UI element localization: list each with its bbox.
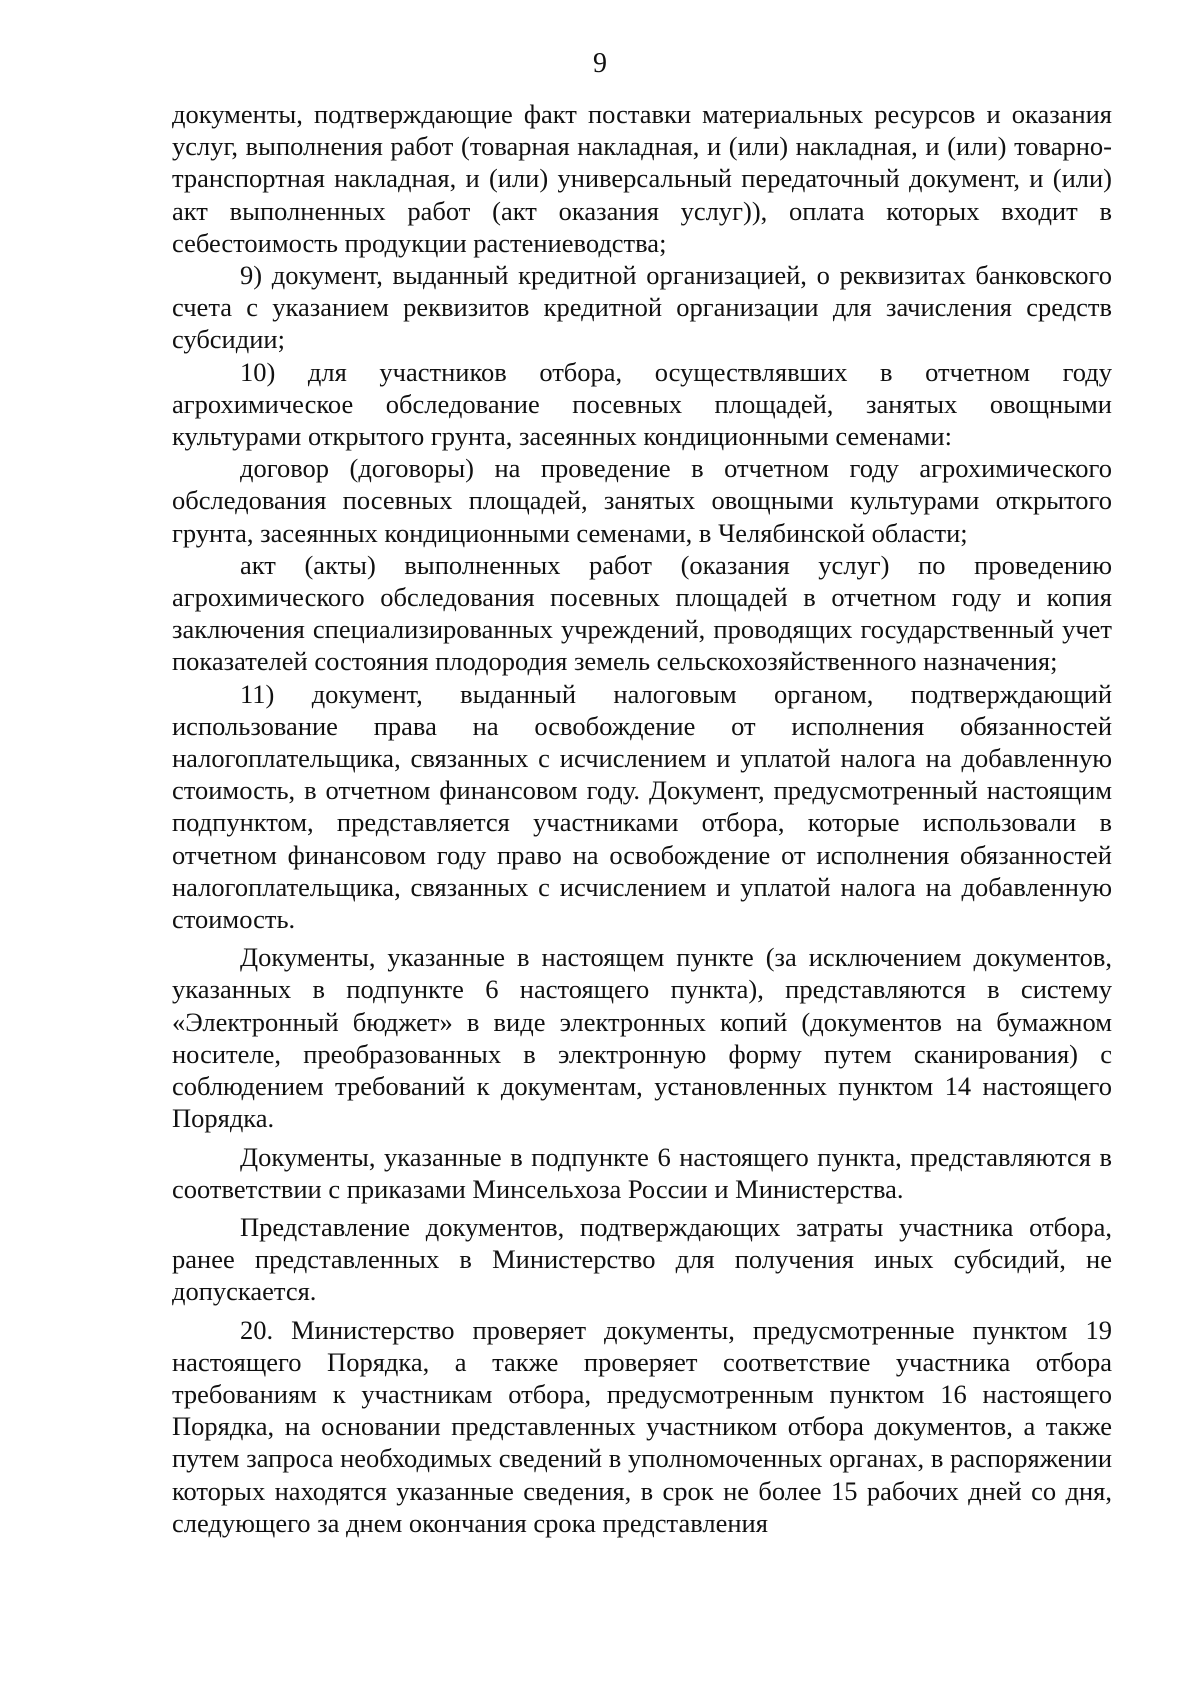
paragraph-item-10: 10) для участников отбора, осуществлявших в отчетном году агрохимическое обследование посевных площадей, занятых овощными культурами открытого грунта, засеянных кондиционными семенами: (172, 356, 1112, 452)
paragraph-item-11: 11) документ, выданный налоговым органом, подтверждающий использование права на освобождение от исполнения обязанностей налогоплательщика, связанных с исчислением и уплатой налога на добавленную стоимость, в отчетном финансовом году. Документ, предусмотренный настоящим подпунктом, представляется участниками отбора, которые использовали в отчетном финансовом году право на освобождение от исполнения обязанностей налогоплательщика, связанных с исчислением и уплатой налога на добавленную стоимость. (172, 678, 1112, 935)
paragraph-delivery-documents: документы, подтверждающие факт поставки материальных ресурсов и оказания услуг, выполнения работ (товарная накладная, и (или) накладная, и (или) товарно-транспортная накладная, и (или) универсальный передаточный документ, и (или) акт выполненных работ (акт оказания услуг)), оплата которых входит в себестоимость продукции растениеводства; (172, 99, 1112, 258)
paragraph-not-allowed: Представление документов, подтверждающих затраты участника отбора, ранее представленных в Министерство для получения иных субсидий, не допускается. (172, 1211, 1112, 1307)
paragraph-subparagraph-6: Документы, указанные в подпункте 6 настоящего пункта, представляются в соответствии с приказами Минсельхоза России и Министерства. (172, 1141, 1112, 1204)
paragraph-act: акт (акты) выполненных работ (оказания услуг) по проведению агрохимического обследования посевных площадей в отчетном году и копия заключения специализированных учреждений, проводящих государственный учет показателей состояния плодородия земель сельскохозяйственного назначения; (172, 549, 1112, 677)
paragraph-item-20: 20. Министерство проверяет документы, предусмотренные пунктом 19 настоящего Порядка, а также проверяет соответствие участника отбора требованиям к участникам отбора, предусмотренным пунктом 16 настоящего Порядка, на основании представленных участником отбора документов, а также путем запроса необходимых сведений в уполномоченных органах, в распоряжении которых находятся указанные сведения, в срок не более 15 рабочих дней со дня, следующего за днем окончания срока представления (172, 1314, 1112, 1538)
paragraph-item-9: 9) документ, выданный кредитной организацией, о реквизитах банковского счета с указанием реквизитов кредитной организации для зачисления средств субсидии; (172, 260, 1112, 355)
paragraph-electronic-budget: Документы, указанные в настоящем пункте (за исключением документов, указанных в подпункте 6 настоящего пункта), представляются в систему «Электронный бюджет» в виде электронных копий (документов на бумажном носителе, преобразованных в электронную форму путем сканирования) с соблюдением требований к документам, установленных пунктом 14 настоящего Порядка. (172, 942, 1112, 1134)
page-number: 9 (593, 48, 607, 79)
paragraph-contract: договор (договоры) на проведение в отчетном году агрохимического обследования посевных площадей, занятых овощными культурами открытого грунта, засеянных кондиционными семенами, в Челябинской области; (172, 453, 1112, 548)
document-body (172, 98, 1112, 1539)
